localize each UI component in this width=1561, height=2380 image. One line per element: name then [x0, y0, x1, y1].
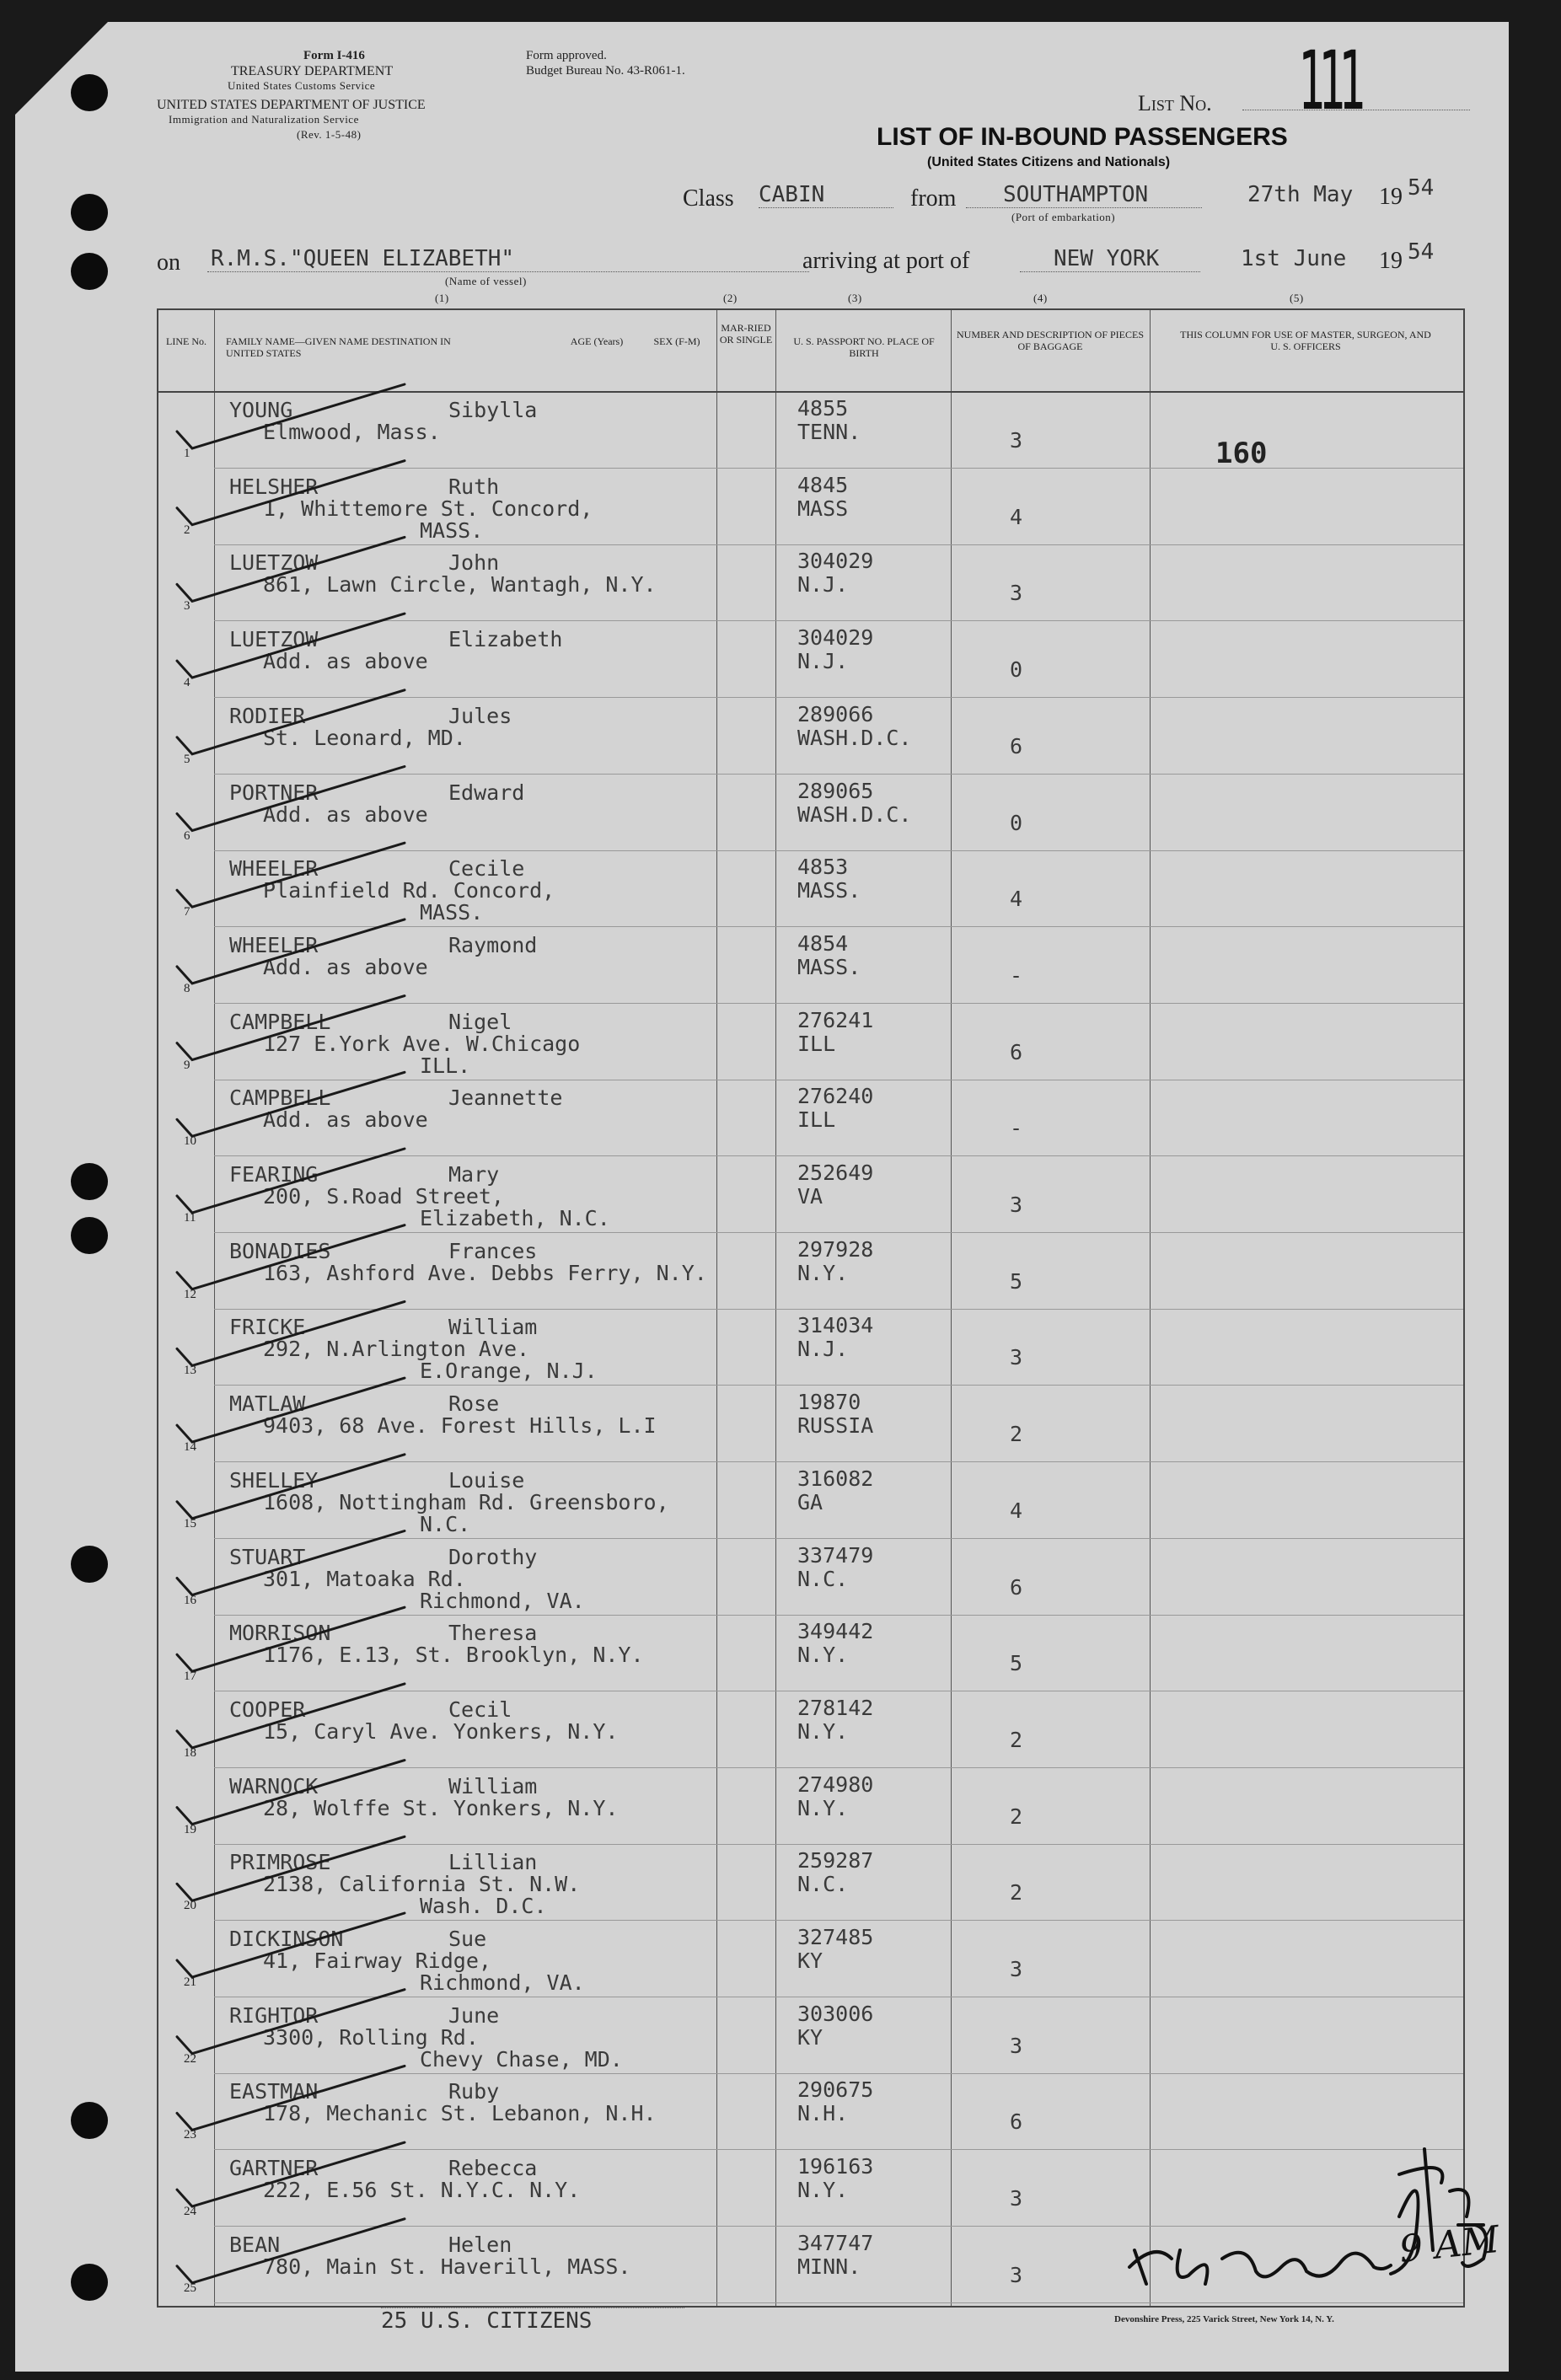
binder-hole: [71, 1217, 108, 1254]
line-number: 15: [184, 1516, 196, 1530]
col-header-married: MAR-RIED OR SINGLE: [719, 322, 773, 346]
passport-number: 4855: [797, 396, 849, 421]
family-name: LUETZOW: [229, 627, 319, 652]
col-num-2: (2): [723, 292, 738, 304]
depart-date: 27th May: [1247, 182, 1354, 207]
destination-line-1: 41, Fairway Ridge,: [263, 1948, 491, 1973]
destination-line-1: 861, Lawn Circle, Wantagh, N.Y.: [263, 572, 657, 598]
line-number: 16: [184, 1593, 196, 1607]
given-name: Cecile: [448, 856, 525, 882]
given-name: Jeannette: [448, 1085, 563, 1111]
passport-number: 304029: [797, 625, 874, 651]
baggage-count: 0: [1010, 657, 1023, 683]
line-number: 2: [184, 523, 190, 537]
family-name: HELSHER: [229, 474, 319, 499]
baggage-count: 2: [1010, 1422, 1023, 1447]
line-number: 5: [184, 752, 190, 766]
given-name: Nigel: [448, 1009, 512, 1034]
place-of-birth: KY: [797, 2024, 823, 2050]
baggage-count: 6: [1010, 1574, 1023, 1600]
table-row: [158, 393, 1463, 469]
agency-justice: UNITED STATES DEPARTMENT OF JUSTICE: [157, 98, 426, 112]
class-value: CABIN: [759, 182, 893, 208]
passenger-table: [157, 308, 1465, 2308]
line-number: 17: [184, 1670, 196, 1684]
line-number: 12: [184, 1287, 196, 1301]
destination-line-1: Add. as above: [263, 1107, 428, 1133]
signature-time-note: 9 AM: [1397, 2217, 1502, 2272]
depart-year: 54: [1408, 175, 1435, 201]
given-name: Frances: [448, 1238, 538, 1263]
table-row: [158, 775, 1463, 851]
line-number: 14: [184, 1440, 196, 1455]
from-label: from: [910, 185, 957, 212]
baggage-count: 4: [1010, 1498, 1023, 1523]
table-row: [158, 1845, 1463, 1921]
baggage-count: -: [1010, 1116, 1023, 1141]
destination-line-1: 200, S.Road Street,: [263, 1184, 504, 1209]
family-name: RODIER: [229, 703, 306, 728]
passport-number: 347747: [797, 2230, 874, 2255]
family-name: MORRISON: [229, 1621, 331, 1646]
given-name: Dorothy: [448, 1544, 538, 1569]
baggage-count: 3: [1010, 581, 1023, 606]
family-name: BEAN: [229, 2232, 281, 2257]
binder-hole: [71, 1163, 108, 1200]
table-row: [158, 1310, 1463, 1386]
destination-line-1: 2138, California St. N.W.: [263, 1872, 581, 1897]
line-number: 22: [184, 2051, 196, 2066]
place-of-birth: N.H.: [797, 2101, 849, 2126]
passport-number: 196163: [797, 2154, 874, 2179]
place-of-birth: N.Y.: [797, 1718, 849, 1744]
table-row: [158, 1005, 1463, 1080]
passport-number: 349442: [797, 1619, 874, 1644]
given-name: Theresa: [448, 1621, 538, 1646]
passport-number: 259287: [797, 1848, 874, 1873]
family-name: RIGHTOR: [229, 2002, 319, 2028]
line-number: 4: [184, 676, 190, 690]
baggage-count: 5: [1010, 1651, 1023, 1676]
place-of-birth: WASH.D.C.: [797, 801, 912, 827]
place-of-birth: RUSSIA: [797, 1413, 874, 1439]
line-number: 8: [184, 981, 190, 995]
destination-line-1: 28, Wolffe St. Yonkers, N.Y.: [263, 1795, 619, 1820]
given-name: Edward: [448, 780, 525, 805]
footer-total: 25 U.S. CITIZENS: [381, 2308, 684, 2334]
binder-hole: [71, 194, 108, 231]
baggage-count: 3: [1010, 1345, 1023, 1370]
line-number: 1: [184, 447, 190, 460]
place-of-birth: MINN.: [797, 2254, 861, 2279]
baggage-count: 3: [1010, 1957, 1023, 1981]
given-name: Rebecca: [448, 2156, 538, 2181]
passport-number: 327485: [797, 1925, 874, 1949]
given-name: William: [448, 1315, 538, 1340]
given-name: Sue: [448, 1927, 487, 1951]
col-header-baggage: NUMBER AND DESCRIPTION OF PIECES OF BAGGAGE: [956, 329, 1145, 352]
line-number: 6: [184, 828, 190, 843]
table-row: [158, 1769, 1463, 1845]
destination-line-1: 1, Whittemore St. Concord,: [263, 496, 593, 521]
arrival-port: NEW YORK: [1020, 246, 1200, 272]
depart-year-prefix: 19: [1379, 184, 1403, 210]
family-name: CAMPBELL: [229, 1085, 331, 1111]
place-of-birth: MASS.: [797, 954, 861, 979]
given-name: Jules: [448, 703, 512, 728]
approval-note: Form approved.: [526, 49, 607, 62]
document-subtitle: (United States Citizens and Nationals): [927, 155, 1171, 169]
place-of-birth: TENN.: [797, 420, 861, 444]
given-name: Ruth: [448, 474, 500, 499]
table-row: [158, 1463, 1463, 1539]
destination-line-1: 292, N.Arlington Ave.: [263, 1337, 530, 1362]
passport-number: 337479: [797, 1542, 874, 1568]
place-of-birth: N.J.: [797, 1337, 849, 1362]
destination-line-1: Add. as above: [263, 954, 428, 979]
family-name: MATLAW: [229, 1391, 306, 1417]
given-name: John: [448, 550, 500, 576]
list-no-label: List No.: [1138, 91, 1212, 115]
officer-signature: [1121, 2124, 1509, 2301]
family-name: SHELLEY: [229, 1467, 319, 1493]
place-of-birth: MASS: [797, 496, 849, 521]
place-of-birth: GA: [797, 1489, 823, 1514]
family-name: GARTNER: [229, 2156, 319, 2181]
col-header-passport: U. S. PASSPORT NO. PLACE OF BIRTH: [793, 335, 935, 359]
binder-hole: [71, 1546, 108, 1583]
destination-line-1: 163, Ashford Ave. Debbs Ferry, N.Y.: [263, 1260, 707, 1285]
destination-line-1: St. Leonard, MD.: [263, 725, 466, 750]
destination-line-1: Elmwood, Mass.: [263, 420, 441, 444]
revision-date: (Rev. 1-5-48): [297, 128, 362, 141]
given-name: June: [448, 2002, 500, 2028]
place-of-birth: ILL: [797, 1031, 836, 1056]
port-embarkation-value: SOUTHAMPTON: [966, 182, 1202, 208]
baggage-count: 6: [1010, 1039, 1023, 1064]
col-num-1: (1): [435, 292, 449, 304]
destination-line-1: Add. as above: [263, 801, 428, 827]
baggage-count: -: [1010, 962, 1023, 988]
place-of-birth: N.Y.: [797, 1795, 849, 1820]
baggage-count: 4: [1010, 504, 1023, 529]
class-label: Class: [683, 185, 734, 212]
given-name: William: [448, 1773, 538, 1798]
place-of-birth: N.J.: [797, 572, 849, 598]
family-name: CAMPBELL: [229, 1009, 331, 1034]
baggage-count: 5: [1010, 1268, 1023, 1294]
destination-line-1: 127 E.York Ave. W.Chicago: [263, 1031, 581, 1056]
passport-number: 278142: [797, 1695, 874, 1720]
passport-number: 4854: [797, 930, 849, 956]
given-name: Sibylla: [448, 398, 538, 422]
agency-customs: United States Customs Service: [228, 79, 376, 92]
arriving-label: arriving at port of: [802, 248, 970, 274]
place-of-birth: KY: [797, 1948, 823, 1973]
baggage-count: 0: [1010, 810, 1023, 835]
baggage-count: 4: [1010, 887, 1023, 912]
line-number: 9: [184, 1058, 190, 1072]
table-row: [158, 1157, 1463, 1233]
line-number: 11: [184, 1211, 196, 1225]
destination-line-2: E.Orange, N.J.: [420, 1359, 598, 1384]
line-number: 19: [184, 1822, 196, 1836]
destination-line-2: Wash. D.C.: [420, 1894, 547, 1919]
place-of-birth: N.Y.: [797, 2178, 849, 2203]
passport-number: 289065: [797, 778, 874, 803]
passport-number: 297928: [797, 1236, 874, 1262]
place-of-birth: MASS.: [797, 878, 861, 903]
table-row: [158, 1540, 1463, 1616]
line-number: 18: [184, 1745, 196, 1760]
place-of-birth: N.C.: [797, 1872, 849, 1897]
destination-line-1: 780, Main St. Haverill, MASS.: [263, 2254, 631, 2279]
destination-line-2: Elizabeth, N.C.: [420, 1206, 610, 1230]
binder-hole: [71, 2102, 108, 2139]
family-name: DICKINSON: [229, 1927, 344, 1951]
col-header-age: AGE (Years): [570, 335, 624, 347]
baggage-count: 2: [1010, 1880, 1023, 1906]
arrival-year-prefix: 19: [1379, 248, 1403, 274]
baggage-count: 2: [1010, 1804, 1023, 1829]
baggage-count: 3: [1010, 2033, 1023, 2058]
table-row: [158, 1922, 1463, 1997]
table-row: [158, 1386, 1463, 1462]
passport-number: 289066: [797, 701, 874, 726]
family-name: YOUNG: [229, 398, 293, 422]
agency-treasury: TREASURY DEPARTMENT: [231, 64, 394, 78]
line-number: 25: [184, 2281, 196, 2295]
destination-line-1: Plainfield Rd. Concord,: [263, 878, 555, 903]
col-header-officers: THIS COLUMN FOR USE OF MASTER, SURGEON, AND U. S. OFFICERS: [1180, 329, 1431, 352]
line-number: 21: [184, 1975, 196, 1989]
table-row: [158, 928, 1463, 1004]
given-name: Rose: [448, 1391, 500, 1417]
col-header-sex: SEX (F-M): [653, 335, 700, 347]
port-embarkation-label: (Port of embarkation): [1011, 211, 1116, 223]
passport-number: 276241: [797, 1007, 874, 1032]
table-row: [158, 622, 1463, 698]
table-row: [158, 469, 1463, 545]
family-name: WHEELER: [229, 856, 319, 882]
place-of-birth: N.Y.: [797, 1643, 849, 1668]
family-name: PRIMROSE: [229, 1850, 331, 1875]
baggage-count: 2: [1010, 1727, 1023, 1752]
destination-line-2: MASS.: [420, 900, 484, 925]
table-row: [158, 699, 1463, 775]
line-number: 7: [184, 905, 190, 919]
given-name: Cecil: [448, 1697, 512, 1722]
table-row: [158, 1616, 1463, 1691]
col-num-3: (3): [848, 292, 862, 304]
col-num-5: (5): [1290, 292, 1304, 304]
destination-line-1: 301, Matoaka Rd.: [263, 1566, 466, 1591]
destination-line-1: 3300, Rolling Rd.: [263, 2024, 479, 2050]
given-name: Ruby: [448, 2079, 500, 2104]
destination-line-2: Richmond, VA.: [420, 1588, 585, 1613]
table-row: [158, 851, 1463, 927]
family-name: PORTNER: [229, 780, 319, 805]
baggage-count: 6: [1010, 733, 1023, 758]
given-name: Mary: [448, 1162, 500, 1187]
given-name: Raymond: [448, 932, 538, 957]
vessel-name: R.M.S."QUEEN ELIZABETH": [207, 246, 809, 272]
destination-line-1: 9403, 68 Ave. Forest Hills, L.I: [263, 1413, 657, 1439]
binder-hole: [71, 2264, 108, 2301]
given-name: Helen: [448, 2232, 512, 2257]
place-of-birth: N.Y.: [797, 1260, 849, 1285]
line-number: 13: [184, 1364, 196, 1378]
table-row: [158, 1998, 1463, 2074]
table-row: [158, 545, 1463, 621]
binder-hole: [71, 74, 108, 111]
arrival-year: 54: [1408, 239, 1435, 265]
destination-line-1: 1176, E.13, St. Brooklyn, N.Y.: [263, 1643, 644, 1668]
passport-number: 316082: [797, 1466, 874, 1491]
family-name: FRICKE: [229, 1315, 306, 1340]
binder-hole: [71, 253, 108, 290]
line-number: 10: [184, 1134, 196, 1149]
destination-line-1: 178, Mechanic St. Lebanon, N.H.: [263, 2101, 657, 2126]
destination-line-2: Chevy Chase, MD.: [420, 2046, 623, 2072]
baggage-count: 3: [1010, 1193, 1023, 1217]
form-number: Form I-416: [303, 49, 365, 62]
line-number: 24: [184, 2205, 196, 2219]
family-name: FEARING: [229, 1162, 319, 1187]
passport-number: 252649: [797, 1161, 874, 1185]
table-row: [158, 1234, 1463, 1310]
budget-bureau: Budget Bureau No. 43-R061-1.: [526, 64, 685, 78]
passport-number: 276240: [797, 1084, 874, 1109]
col-header-name: FAMILY NAME—GIVEN NAME DESTINATION IN UNITED STATES: [226, 335, 451, 359]
passport-number: 4845: [797, 472, 849, 497]
given-name: Lillian: [448, 1850, 538, 1875]
col-header-line: LINE No.: [166, 335, 207, 347]
list-no-value: 111: [1298, 34, 1360, 128]
family-name: WHEELER: [229, 932, 319, 957]
col-num-4: (4): [1033, 292, 1048, 304]
footer-printer: Devonshire Press, 225 Varick Street, New York 14, N. Y.: [1114, 2314, 1334, 2324]
destination-line-2: N.C.: [420, 1511, 471, 1536]
family-name: LUETZOW: [229, 550, 319, 576]
family-name: EASTMAN: [229, 2079, 319, 2104]
destination-line-2: Richmond, VA.: [420, 1970, 585, 1995]
arrival-date: 1st June: [1241, 246, 1347, 271]
baggage-count: 3: [1010, 2262, 1023, 2287]
family-name: WARNOCK: [229, 1773, 319, 1798]
table-row: [158, 1080, 1463, 1156]
given-name: Elizabeth: [448, 627, 563, 652]
family-name: COOPER: [229, 1697, 306, 1722]
place-of-birth: ILL: [797, 1107, 836, 1133]
destination-line-1: 222, E.56 St. N.Y.C. N.Y.: [263, 2178, 581, 2203]
passport-number: 274980: [797, 1772, 874, 1797]
on-label: on: [157, 249, 180, 276]
passport-number: 290675: [797, 2077, 874, 2103]
place-of-birth: WASH.D.C.: [797, 725, 912, 750]
destination-line-1: 15, Caryl Ave. Yonkers, N.Y.: [263, 1718, 619, 1744]
line-number: 23: [184, 2128, 196, 2142]
passport-number: 304029: [797, 549, 874, 574]
place-of-birth: VA: [797, 1184, 823, 1209]
baggage-count: 6: [1010, 2109, 1023, 2135]
officer-mark: 160: [1215, 437, 1268, 470]
place-of-birth: N.C.: [797, 1566, 849, 1591]
destination-line-1: Add. as above: [263, 649, 428, 674]
family-name: STUART: [229, 1544, 306, 1569]
destination-line-2: MASS.: [420, 517, 484, 543]
given-name: Louise: [448, 1467, 525, 1493]
vessel-name-label: (Name of vessel): [445, 275, 527, 287]
destination-line-2: ILL.: [420, 1053, 471, 1078]
family-name: BONADIES: [229, 1238, 331, 1263]
passport-number: 314034: [797, 1313, 874, 1338]
baggage-count: 3: [1010, 428, 1023, 453]
table-row: [158, 1692, 1463, 1768]
baggage-count: 3: [1010, 2186, 1023, 2211]
agency-ins: Immigration and Naturalization Service: [169, 113, 359, 126]
passport-number: 4853: [797, 855, 849, 880]
line-number: 3: [184, 599, 190, 614]
line-number: 20: [184, 1899, 196, 1913]
passport-number: 303006: [797, 2001, 874, 2026]
place-of-birth: N.J.: [797, 649, 849, 674]
passport-number: 19870: [797, 1390, 861, 1415]
document-title: LIST OF IN-BOUND PASSENGERS: [877, 123, 1288, 151]
destination-line-1: 1608, Nottingham Rd. Greensboro,: [263, 1489, 669, 1514]
